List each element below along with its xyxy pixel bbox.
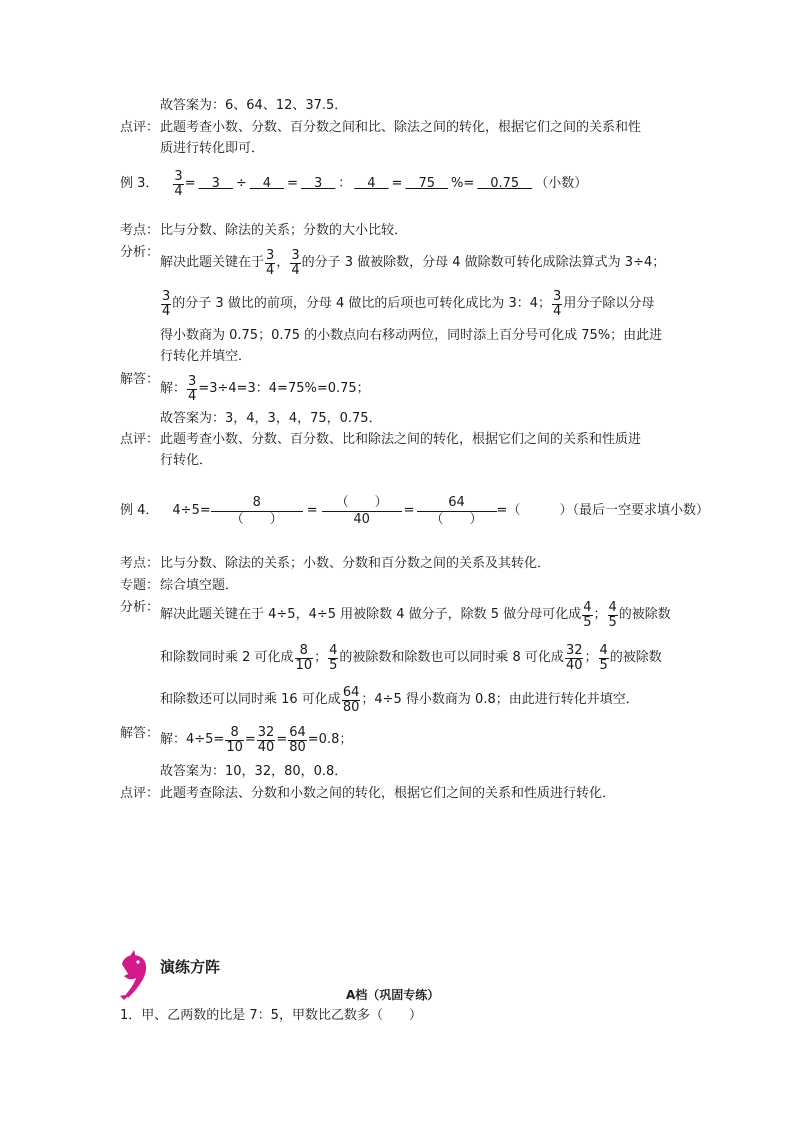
comment-text: 行转化． [160,453,213,468]
solution-line: 解：4÷5= $\frac{8}{10}$ = $\frac{32}{40}$ = $\frac{64}{80}$ =0.8； [160,724,353,755]
fraction: $\frac{4}{5}$ [599,642,608,673]
analysis-line: 解决此题关键在于 $\frac{3}{4}$ ， $\frac{3}{4}$ 的分子 3 做被除数，分母 4 做除数可转化成除法算式为 3÷4； [160,247,666,278]
answer-blank: ＿75＿ [405,176,448,191]
answer-blank: ＿4＿ [249,176,285,191]
fraction: $\frac{32}{40}$ [565,642,583,673]
equals-sign: = [391,176,403,191]
percent-sign: %= [451,176,475,191]
analysis-line: 和除数还可以同时乘 16 可化成 $\frac{64}{80}$ ；4÷5 得小数商为 0.8；由此进行转化并填空． [160,684,639,715]
divide-sign: ÷ [235,176,247,191]
fraction: $\frac{8}{10}$ [295,642,313,673]
topic-text: 综合填空题． [160,578,239,593]
fraction-blank: （ ） 40 [322,495,402,528]
solution-label: 解答： [120,726,160,741]
equals-sign: = [287,176,298,191]
comment-label: 点评： [120,120,160,135]
comment-text: 此题考查除法、分数和小数之间的转化，根据它们之间的关系和性质进行转化． [160,786,616,801]
fraction: $\frac{3}{4}$ [553,288,562,319]
analysis-line: 解决此题关键在于 4÷5，4÷5 用被除数 4 做分子，除数 5 做分母可化成 $\frac{4}{5}$ ； $\frac{4}{5}$ 的被除数 [160,599,671,630]
dolphin-icon [116,950,150,1000]
fraction: $\frac{3}{4}$ [266,247,275,278]
fraction: $\frac{64}{80}$ [289,724,306,755]
question-1: 1．甲、乙两数的比是 7：5，甲数比乙数多（ ） [120,1008,422,1023]
comment-text: 此题考查小数、分数、百分数之间和比、除法之间的转化，根据它们之间的关系和性 [160,120,642,135]
hint-text: （小数） [535,176,588,191]
section-heading: 演练方阵 [160,958,221,976]
fraction: $\frac{8}{10}$ [226,724,243,755]
comment-label: 点评： [120,786,160,801]
analysis-label: 分析： [120,600,160,615]
answer-line: 故答案为：10，32，80，0.8． [160,764,348,779]
analysis-label: 分析： [120,245,160,260]
comment-text: 此题考查小数、分数、百分数、比和除法之间的转化，根据它们之间的关系和性质进 [160,432,642,447]
analysis-line: 行转化并填空． [160,349,252,364]
topic-label: 专题： [120,578,160,593]
kaodian-label: 考点： [120,556,160,571]
fraction: $\frac{4}{5}$ [583,599,592,630]
solution-label: 解答： [120,372,160,387]
answer-line: 故答案为：3，4，3，4，75，0.75． [160,411,382,426]
fraction: $\frac{3}{4}$ [291,247,300,278]
comment-label: 点评： [120,432,160,447]
example-label: 例 3． [120,176,159,191]
section-subheading: A档（巩固专练） [346,988,440,1002]
comment-text: 质进行转化即可． [160,141,265,156]
fraction: $\frac{32}{40}$ [257,724,275,755]
example-label: 例 4． [120,503,159,518]
solution-line: 解： $\frac{3}{4}$ =3÷4=3：4=75%=0.75； [160,373,370,404]
answer-blank: ＿3＿ [198,176,233,191]
fraction-blank: 8 （ ） [211,495,303,528]
answer-line: 故答案为：6、64、12、37.5． [160,98,348,113]
answer-blank: ＿4＿ [354,176,389,191]
analysis-line: 得小数商为 0.75；0.75 的小数点向右移动两位，同时添上百分号可化成 75%；由此进 [160,328,663,343]
answer-blank: ＿0.75＿ [477,176,533,191]
fraction: $\frac{4}{5}$ [329,642,338,673]
equals-sign: = [184,176,196,191]
kaodian-label: 考点： [120,223,160,238]
fraction: $\frac{3}{4}$ [188,373,197,404]
colon-sign: ： [338,176,352,191]
answer-blank: ＿3＿ [300,176,336,191]
example-4-question: 例 4． 4÷5= 8 （ ） = （ ） 40 = 64 （ ） =（ ）（最后一空要求填小数） [120,494,709,527]
example-3-question [120,166,587,202]
fraction: $\frac{3}{4}$ [174,168,183,199]
fraction: $\frac{64}{80}$ [342,684,360,715]
fraction: $\frac{3}{4}$ [162,288,171,319]
kaodian-text: 比与分数、除法的关系；小数、分数和百分数之间的关系及其转化． [160,556,551,571]
fraction: $\frac{4}{5}$ [608,599,617,630]
analysis-line: 和除数同时乘 2 可化成 $\frac{8}{10}$ ； $\frac{4}{5}$ 的被除数和除数也可以同时乘 8 可化成 $\frac{32}{40}$ ； $\frac{4}{5}$ 的被除数 [160,642,662,673]
fraction-blank: 64 （ ） [417,495,497,528]
analysis-line: $\frac{3}{4}$ 的分子 3 做比的前项，分母 4 做比的后项也可转化成比为 3：4； $\frac{3}{4}$ 用分子除以分母 [162,288,655,319]
kaodian-text: 比与分数、除法的关系；分数的大小比较． [160,223,408,238]
